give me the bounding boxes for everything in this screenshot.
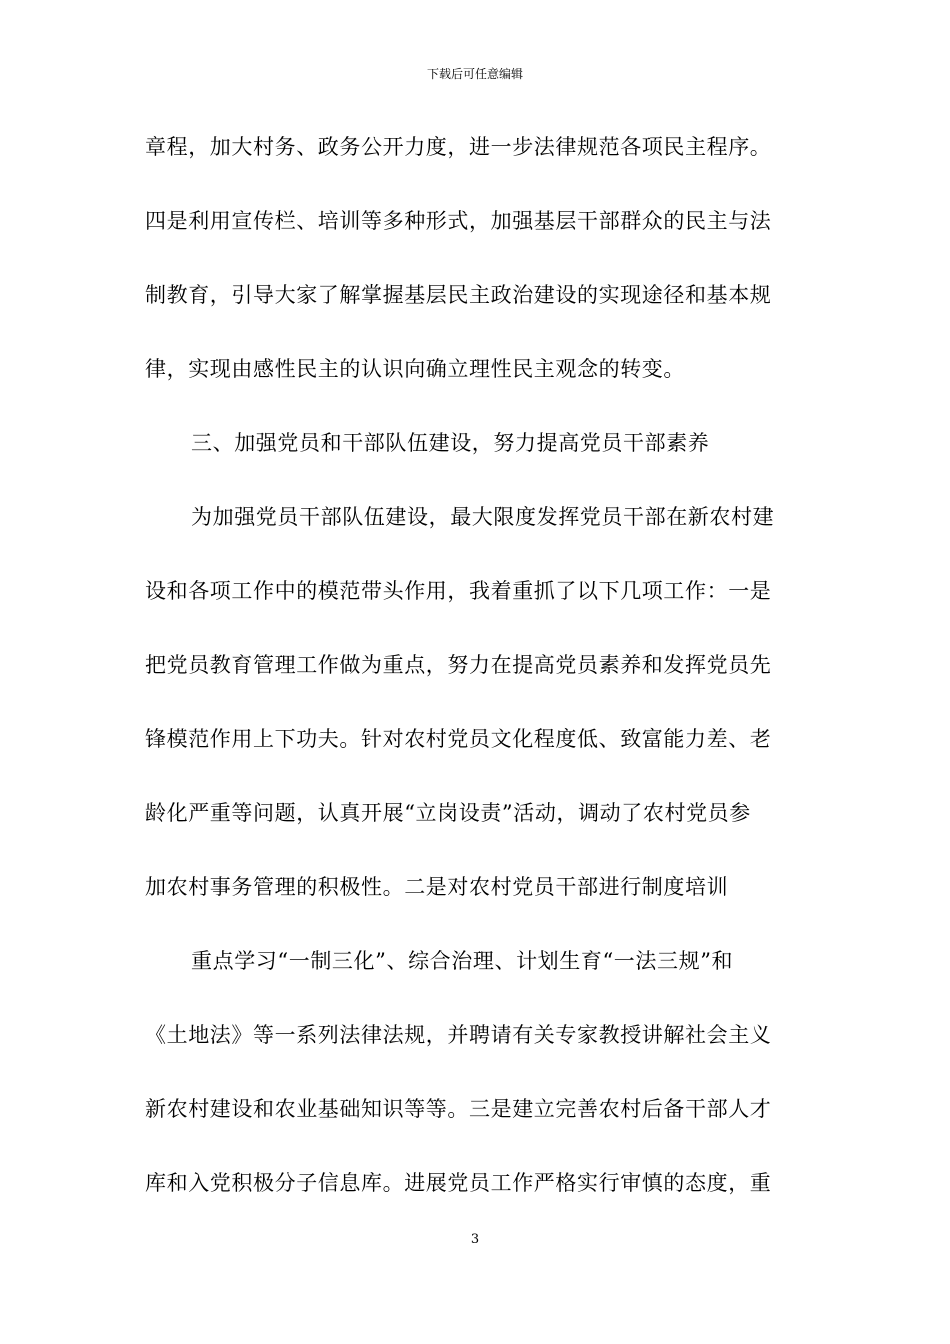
- text-line: 锋模范作用上下功夫。针对农村党员文化程度低、致富能力差、老: [145, 727, 772, 751]
- text-line: 设和各项工作中的模范带头作用，我着重抓了以下几项工作：一是: [145, 579, 772, 603]
- text-line: 库和入党积极分子信息库。进展党员工作严格实行审慎的态度，重: [145, 1171, 772, 1195]
- text-line: 四是利用宣传栏、培训等多种形式，加强基层干部群众的民主与法: [145, 209, 772, 233]
- text-line: 制教育，引导大家了解掌握基层民主政治建设的实现途径和基本规: [145, 283, 772, 307]
- text-line: 加农村事务管理的积极性。二是对农村党员干部进行制度培训: [145, 875, 729, 899]
- text-line: 龄化严重等问题，认真开展“立岗设责”活动，调动了农村党员参: [145, 801, 751, 825]
- text-line: 新农村建设和农业基础知识等等。三是建立完善农村后备干部人才: [145, 1097, 772, 1121]
- page-header: 下载后可任意编辑: [426, 67, 523, 81]
- text-line: 把党员教育管理工作做为重点，努力在提高党员素养和发挥党员先: [145, 653, 772, 677]
- text-line: 章程，加大村务、政务公开力度，进一步法律规范各项民主程序。: [145, 135, 772, 159]
- text-line: 律，实现由感性民主的认识向确立理性民主观念的转变。: [145, 357, 685, 381]
- document-body: [145, 123, 810, 1233]
- text-line: 为加强党员干部队伍建设，最大限度发挥党员干部在新农村建: [191, 505, 775, 529]
- text-line: 《土地法》等一系列法律法规，并聘请有关专家教授讲解社会主义: [145, 1023, 772, 1047]
- page-number: 3: [470, 1232, 480, 1247]
- text-line: 重点学习“一制三化”、综合治理、计划生育“一法三规”和: [191, 949, 734, 973]
- section-heading: 三、加强党员和干部队伍建设，努力提高党员干部素养: [191, 431, 710, 455]
